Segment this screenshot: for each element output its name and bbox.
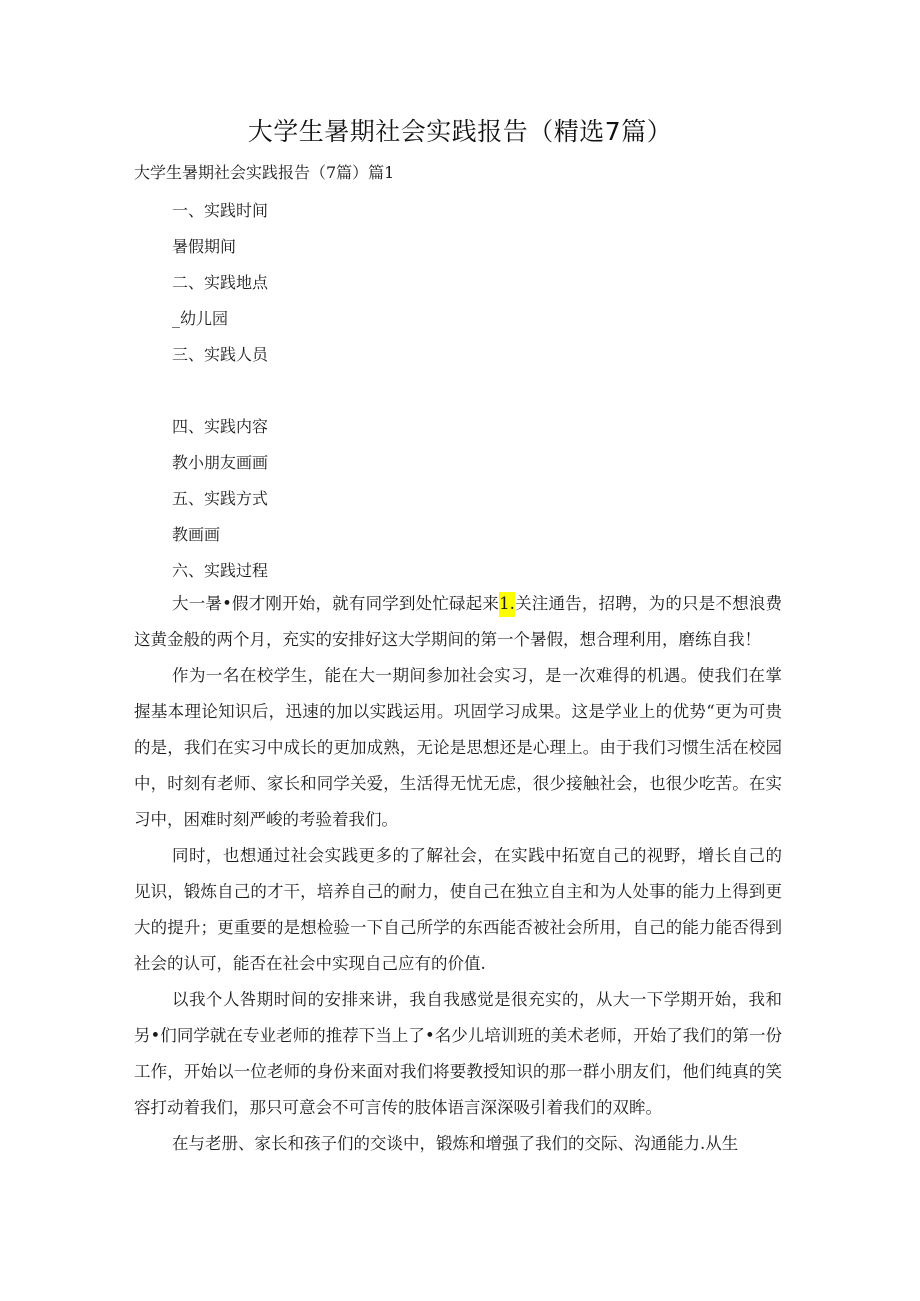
paragraph-5: 在与老册、家长和孩子们的交谈中，锻炼和增强了我们的交际、沟通能力.从生 — [172, 1134, 739, 1153]
section-text-method: 教画画 — [172, 525, 221, 544]
document-title: 大学生暑期社会实践报告（精选7篇） — [247, 117, 673, 146]
paragraph-2: 作为一名在校学生，能在大一期间参加社会实习，是一次难得的机遇。使我们在掌握基本理论知识后，迅速的加以实践运用。巩固学习成果。这是学业上的优势“更为可贵的是，我们在实习中成长的更加成熟，无论是思想还是心理上。由于我们习惯生活在校园中，时刻有老师、家长和同学关爱，生活得无忧无虑，很少接触社会，也很少吃苦。在实习中，困难时刻严峻的考验着我们。 — [134, 666, 782, 829]
paragraph-1-start: 大一暑•假才刚开始，就有同学到处忙碌起来 — [172, 594, 500, 613]
paragraph-4: 以我个人咎期时间的安排来讲，我自我感觉是很充实的，从大一下学期开始，我和另•们同学就在专业老师的推荐下当上了•名少儿培训班的美术老师，开始了我们的第一份工作，开始以一位老师的身份来面对我们将要教授知识的那一群小朋友们，他们纯真的笑容打动着我们，那只可意会不可言传的肢体语言深深吸引着我们的双眸。 — [134, 990, 782, 1117]
section-text-time: 暑假期间 — [172, 237, 237, 256]
paragraph-1 — [134, 586, 782, 658]
section-heading-method: 五、实践方式 — [172, 489, 269, 508]
paragraph-3: 同时，也想通过社会实践更多的了解社会，在实践中拓宽自己的视野，增长自己的见识，锻炼自己的才干，培养自己的耐力，使自己在独立自主和为人处事的能力上得到更大的提升；更重要的是想检验一下自己所学的东西能否被社会所用，自己的能力能否得到社会的认可，能否在社会中实现自己应有的价值. — [134, 846, 782, 973]
highlighted-text: 1. — [499, 592, 515, 617]
section-heading-people: 三、实践人员 — [172, 345, 269, 364]
section-heading-process: 六、实践过程 — [172, 561, 269, 580]
section-heading-time: 一、实践时间 — [172, 201, 269, 220]
section-heading-location: 二、实践地点 — [172, 273, 269, 292]
section-text-content: 教小朋友画画 — [172, 453, 269, 472]
section-heading-content: 四、实践内容 — [172, 417, 269, 436]
report-subtitle: 大学生暑期社会实践报告（7篇）篇1 — [134, 163, 395, 182]
paragraph-1-end: 关注通告，招聘，为的只是不想浪费这黄金般的两个月，充实的安排好这大学期间的第一个暑假，想合理利用，磨练自我！ — [134, 594, 783, 649]
section-text-location: _幼儿园 — [172, 309, 229, 328]
